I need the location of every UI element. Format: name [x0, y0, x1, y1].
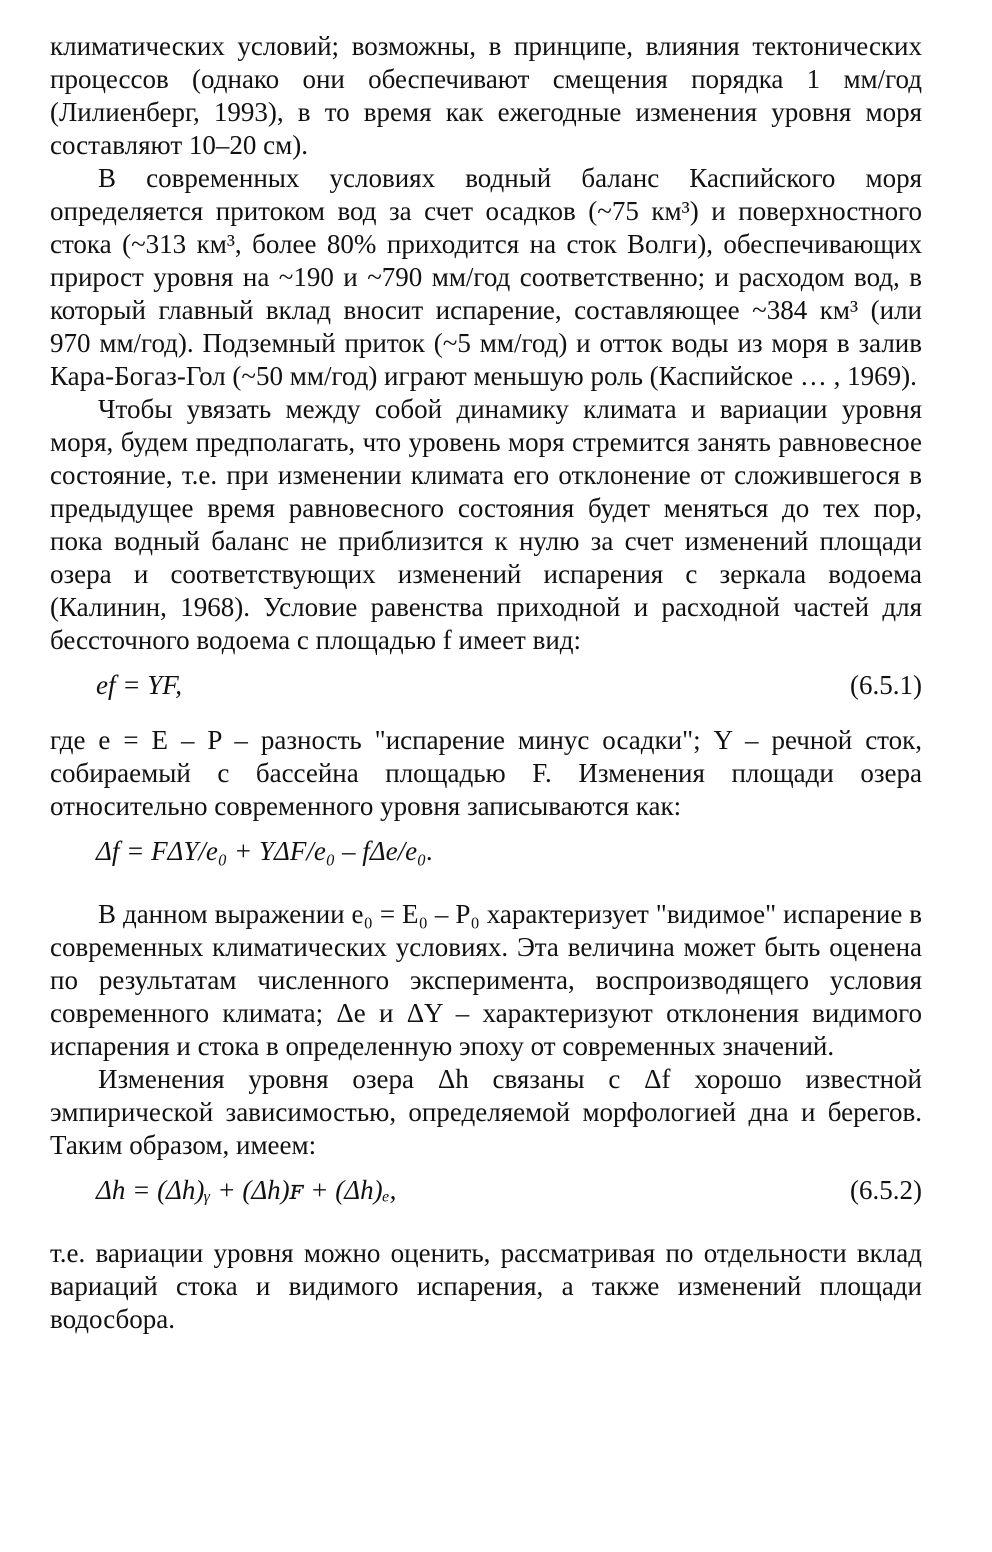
- formula-6-5-1: [50, 669, 922, 702]
- formula-6-5-2: [50, 1174, 922, 1207]
- formula-6-5-2-text: Δh = (Δh)ᵧ + (Δh)ꜰ + (Δh)ₑ,: [96, 1175, 397, 1205]
- paragraph-4: где e = E – P – разность "испарение минус осадки"; Y – речной сток, собираемый с бассейна площадью F. Изменения площади озера относительно современного уровня записываются как:: [50, 725, 922, 821]
- paragraph-3: Чтобы увязать между собой динамику климата и вариации уровня моря, будем предполагать, что уровень моря стремится занять равновесное состояние, т.е. при изменении климата его отклонение от сложившегося в предыдущее время равновесного состояния будет меняться до тех пор, пока водный баланс не приблизится к нулю за счет изменений площади озера и соответствующих изменений испарения с зеркала водоема (Калинин, 1968). Условие равенства приходной и расходной частей для бессточного водоема с площадью f имеет вид:: [50, 394, 922, 655]
- paragraph-6: Изменения уровня озера Δh связаны с Δf хорошо известной эмпирической зависимостью, определяемой морфологией дна и берегов. Таким образом, имеем:: [50, 1064, 922, 1160]
- paragraph-7: т.е. вариации уровня можно оценить, рассматривая по отдельности вклад вариаций стока и видимого испарения, а также изменений площади водосбора.: [50, 1238, 922, 1334]
- paragraph-1: климатических условий; возможны, в принципе, влияния тектонических процессов (однако они обеспечивают смещения порядка 1 мм/год (Лилиенберг, 1993), в то время как ежегодные изменения уровня моря составляют 10–20 см).: [50, 31, 922, 160]
- paragraph-5: В данном выражении e₀ = E₀ – P₀ характеризует "видимое" испарение в современных климатических условиях. Эта величина может быть оценена по результатам численного эксперимента, воспроизводящего условия современного климата; Δe и ΔY – характеризуют отклонения видимого испарения и стока в определенную эпоху от современных значений.: [50, 899, 922, 1061]
- formula-delta-f-text: Δf = FΔY/e₀ + YΔF/e₀ – fΔe/e₀.: [96, 836, 434, 866]
- equation-number-6-5-2: (6.5.2): [850, 1175, 922, 1205]
- paragraph-2: В современных условиях водный баланс Каспийского моря определяется притоком вод за счет осадков (~75 км³) и поверхностного стока (~313 км³, более 80% приходится на сток Волги), обеспечивающих прирост уровня на ~190 и ~790 мм/год соответственно; и расходом вод, в который главный вклад вносит испарение, составляющее ~384 км³ (или 970 мм/год). Подземный приток (~5 мм/год) и отток воды из моря в залив Кара-Богаз-Гол (~50 мм/год) играют меньшую роль (Каспийское … , 1969).: [50, 163, 922, 391]
- formula-6-5-1-text: ef = YF,: [96, 670, 182, 700]
- formula-delta-f: [50, 835, 922, 868]
- equation-number-6-5-1: (6.5.1): [850, 670, 922, 700]
